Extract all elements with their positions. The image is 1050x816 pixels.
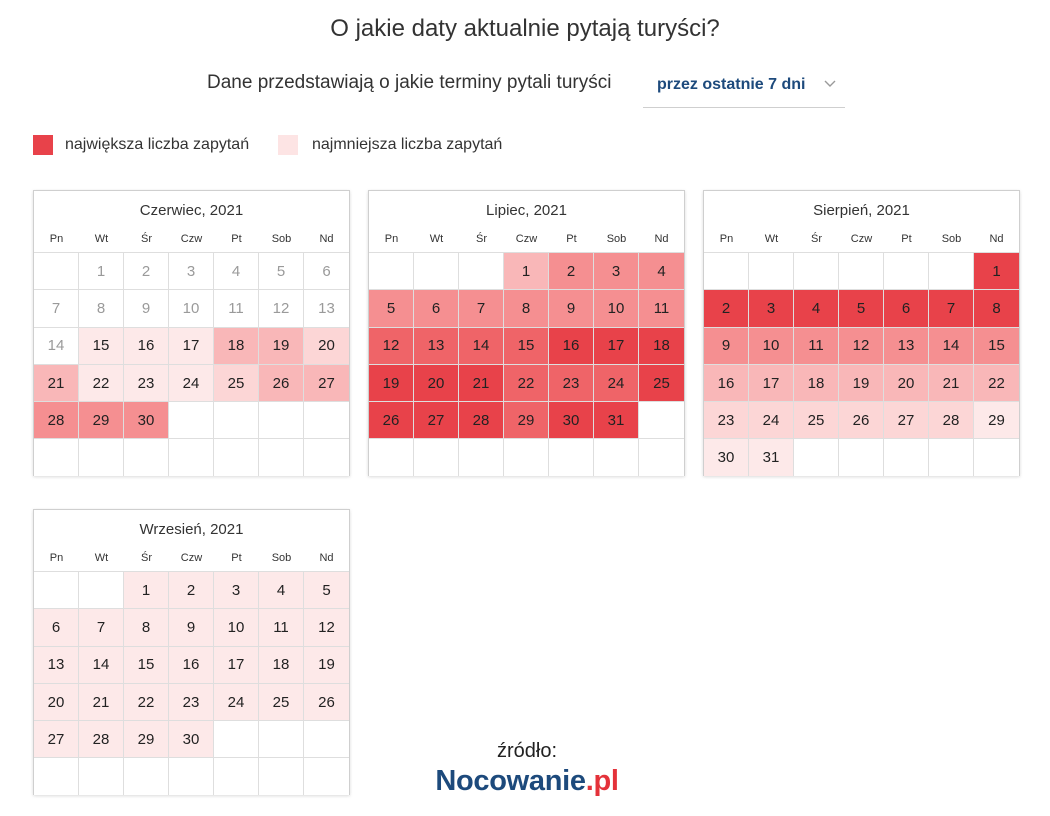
- period-select[interactable]: [643, 66, 845, 108]
- day-cell[interactable]: 22: [124, 683, 169, 720]
- weekday-label: Czw: [180, 552, 203, 564]
- day-cell[interactable]: 13: [884, 327, 929, 364]
- day-cell[interactable]: 17: [749, 364, 794, 401]
- day-cell[interactable]: 4: [214, 252, 259, 289]
- day-cell[interactable]: 6: [884, 289, 929, 326]
- day-cell[interactable]: 8: [974, 289, 1019, 326]
- day-cell[interactable]: 15: [79, 327, 124, 364]
- day-cell[interactable]: 9: [549, 289, 594, 326]
- page-title: O jakie daty aktualnie pytają turyści?: [330, 15, 720, 42]
- weekday-label: Czw: [515, 233, 538, 245]
- empty-day-cell: [259, 757, 304, 794]
- day-cell[interactable]: 1: [504, 252, 549, 289]
- day-cell[interactable]: 29: [504, 401, 549, 438]
- day-cell[interactable]: 16: [124, 327, 169, 364]
- legend-max-swatch: [33, 135, 53, 155]
- day-cell[interactable]: 5: [369, 289, 414, 326]
- day-cell[interactable]: 12: [369, 327, 414, 364]
- weekday-label: Wt: [94, 233, 109, 245]
- day-cell[interactable]: 17: [169, 327, 214, 364]
- empty-day-cell: [369, 252, 414, 289]
- day-cell[interactable]: 20: [414, 364, 459, 401]
- day-cell[interactable]: 15: [504, 327, 549, 364]
- empty-day-cell: [369, 438, 414, 475]
- day-cell[interactable]: 25: [214, 364, 259, 401]
- day-cell[interactable]: 14: [459, 327, 504, 364]
- day-cell[interactable]: 26: [259, 364, 304, 401]
- weekday-header: [704, 233, 1019, 249]
- legend-max-label: największa liczba zapytań: [65, 136, 250, 153]
- calendar-june: [33, 190, 350, 476]
- weekday-label: Nd: [319, 552, 334, 564]
- day-cell[interactable]: 27: [34, 720, 79, 757]
- weekday-label: Śr: [141, 552, 152, 564]
- day-cell[interactable]: 2: [169, 571, 214, 608]
- month-title: Czerwiec, 2021: [139, 202, 244, 219]
- empty-day-cell: [839, 252, 884, 289]
- day-cell[interactable]: 7: [79, 608, 124, 645]
- empty-day-cell: [839, 438, 884, 475]
- day-cell[interactable]: 21: [929, 364, 974, 401]
- weekday-label: Nd: [319, 233, 334, 245]
- empty-day-cell: [884, 252, 929, 289]
- empty-day-cell: [414, 252, 459, 289]
- day-cell[interactable]: 6: [414, 289, 459, 326]
- subtitle: Dane przedstawiają o jakie terminy pytali turyści: [207, 72, 612, 93]
- day-cell[interactable]: 12: [259, 289, 304, 326]
- empty-day-cell: [459, 252, 504, 289]
- weekday-label: Sob: [941, 233, 962, 245]
- day-cell[interactable]: 3: [214, 571, 259, 608]
- empty-day-cell: [704, 252, 749, 289]
- day-cell[interactable]: 23: [704, 401, 749, 438]
- empty-day-cell: [79, 438, 124, 475]
- weekday-label: Śr: [476, 233, 487, 245]
- day-cell[interactable]: 30: [124, 401, 169, 438]
- day-cell[interactable]: 25: [794, 401, 839, 438]
- weekday-label: Wt: [429, 233, 444, 245]
- day-cell[interactable]: 31: [749, 438, 794, 475]
- day-cell[interactable]: 28: [459, 401, 504, 438]
- day-cell[interactable]: 29: [974, 401, 1019, 438]
- month-title: Wrzesień, 2021: [139, 521, 244, 538]
- day-cell[interactable]: 15: [124, 646, 169, 683]
- day-cell[interactable]: 26: [369, 401, 414, 438]
- empty-day-cell: [214, 720, 259, 757]
- day-cell[interactable]: 19: [839, 364, 884, 401]
- day-cell[interactable]: 8: [504, 289, 549, 326]
- day-cell[interactable]: 3: [169, 252, 214, 289]
- day-cell[interactable]: 22: [504, 364, 549, 401]
- day-cell[interactable]: 11: [259, 608, 304, 645]
- day-cell[interactable]: 2: [124, 252, 169, 289]
- day-cell[interactable]: 28: [34, 401, 79, 438]
- day-cell[interactable]: 1: [974, 252, 1019, 289]
- empty-day-cell: [124, 438, 169, 475]
- empty-day-cell: [639, 438, 684, 475]
- day-cell[interactable]: 18: [214, 327, 259, 364]
- weekday-label: Sob: [271, 233, 292, 245]
- empty-day-cell: [794, 438, 839, 475]
- day-cell[interactable]: 28: [79, 720, 124, 757]
- empty-day-cell: [304, 720, 349, 757]
- weekday-label: Pn: [719, 233, 734, 245]
- day-cell[interactable]: 24: [594, 364, 639, 401]
- day-cell[interactable]: 23: [549, 364, 594, 401]
- day-cell[interactable]: 14: [79, 646, 124, 683]
- legend-min-swatch: [278, 135, 298, 155]
- day-cell[interactable]: 18: [794, 364, 839, 401]
- day-cell[interactable]: 26: [304, 683, 349, 720]
- day-cell[interactable]: 7: [459, 289, 504, 326]
- day-cell[interactable]: 30: [549, 401, 594, 438]
- day-cell[interactable]: 27: [304, 364, 349, 401]
- day-cell[interactable]: 27: [884, 401, 929, 438]
- empty-day-cell: [214, 401, 259, 438]
- day-cell[interactable]: 16: [704, 364, 749, 401]
- day-cell[interactable]: 5: [839, 289, 884, 326]
- day-cell[interactable]: 2: [704, 289, 749, 326]
- day-cell[interactable]: 30: [704, 438, 749, 475]
- empty-day-cell: [259, 401, 304, 438]
- day-cell[interactable]: 28: [929, 401, 974, 438]
- day-cell[interactable]: 9: [704, 327, 749, 364]
- day-grid: [369, 252, 684, 476]
- day-cell[interactable]: 9: [124, 289, 169, 326]
- day-cell[interactable]: 15: [974, 327, 1019, 364]
- day-cell[interactable]: 5: [304, 571, 349, 608]
- period-select-value: przez ostatnie 7 dni: [657, 76, 806, 93]
- day-cell[interactable]: 22: [79, 364, 124, 401]
- empty-day-cell: [34, 252, 79, 289]
- day-cell[interactable]: 29: [79, 401, 124, 438]
- day-cell[interactable]: 3: [594, 252, 639, 289]
- day-cell[interactable]: 1: [124, 571, 169, 608]
- day-cell[interactable]: 19: [259, 327, 304, 364]
- day-cell[interactable]: 10: [214, 608, 259, 645]
- day-cell[interactable]: 6: [34, 608, 79, 645]
- day-cell[interactable]: 19: [369, 364, 414, 401]
- weekday-label: Sob: [271, 552, 292, 564]
- empty-day-cell: [34, 757, 79, 794]
- day-cell[interactable]: 13: [414, 327, 459, 364]
- empty-day-cell: [214, 757, 259, 794]
- empty-day-cell: [884, 438, 929, 475]
- empty-day-cell: [259, 438, 304, 475]
- source-label: źródło:: [496, 740, 558, 762]
- empty-day-cell: [594, 438, 639, 475]
- weekday-label: Pt: [231, 552, 242, 564]
- day-cell[interactable]: 17: [594, 327, 639, 364]
- weekday-label: Wt: [94, 552, 109, 564]
- weekday-header: [369, 233, 684, 249]
- day-cell[interactable]: 23: [124, 364, 169, 401]
- weekday-label: Pn: [49, 552, 64, 564]
- calendar-september: [33, 509, 350, 795]
- empty-day-cell: [79, 757, 124, 794]
- weekday-label: Pn: [384, 233, 399, 245]
- empty-day-cell: [749, 252, 794, 289]
- day-cell[interactable]: 27: [414, 401, 459, 438]
- calendar-august: [703, 190, 1020, 476]
- weekday-label: Pt: [231, 233, 242, 245]
- empty-day-cell: [169, 757, 214, 794]
- day-cell[interactable]: 17: [214, 646, 259, 683]
- day-cell[interactable]: 20: [34, 683, 79, 720]
- day-cell[interactable]: 11: [639, 289, 684, 326]
- weekday-label: Czw: [850, 233, 873, 245]
- day-cell[interactable]: 29: [124, 720, 169, 757]
- day-cell[interactable]: 12: [304, 608, 349, 645]
- day-grid: [34, 252, 349, 476]
- empty-day-cell: [34, 571, 79, 608]
- day-cell[interactable]: 25: [259, 683, 304, 720]
- empty-day-cell: [549, 438, 594, 475]
- day-cell[interactable]: 7: [34, 289, 79, 326]
- weekday-label: Nd: [654, 233, 669, 245]
- day-cell[interactable]: 11: [214, 289, 259, 326]
- day-cell[interactable]: 24: [214, 683, 259, 720]
- empty-day-cell: [794, 252, 839, 289]
- day-cell[interactable]: 24: [749, 401, 794, 438]
- empty-day-cell: [34, 438, 79, 475]
- empty-day-cell: [304, 757, 349, 794]
- day-cell[interactable]: 20: [884, 364, 929, 401]
- empty-day-cell: [214, 438, 259, 475]
- day-cell[interactable]: 26: [839, 401, 884, 438]
- empty-day-cell: [639, 401, 684, 438]
- day-cell[interactable]: 18: [639, 327, 684, 364]
- weekday-label: Pt: [901, 233, 912, 245]
- day-cell[interactable]: 31: [594, 401, 639, 438]
- logo-tld: .pl: [585, 765, 619, 797]
- day-cell[interactable]: 14: [34, 327, 79, 364]
- day-cell[interactable]: 3: [749, 289, 794, 326]
- source-credit: [432, 740, 622, 798]
- day-cell[interactable]: 19: [304, 646, 349, 683]
- day-cell[interactable]: 20: [304, 327, 349, 364]
- day-cell[interactable]: 16: [549, 327, 594, 364]
- legend-min-label: najmniejsza liczba zapytań: [312, 136, 503, 153]
- day-cell[interactable]: 6: [304, 252, 349, 289]
- day-cell[interactable]: 21: [79, 683, 124, 720]
- day-cell[interactable]: 13: [304, 289, 349, 326]
- day-cell[interactable]: 4: [639, 252, 684, 289]
- month-title: Sierpień, 2021: [813, 202, 910, 219]
- day-cell[interactable]: 10: [169, 289, 214, 326]
- day-cell[interactable]: 4: [259, 571, 304, 608]
- day-cell[interactable]: 9: [169, 608, 214, 645]
- day-cell[interactable]: 13: [34, 646, 79, 683]
- day-cell[interactable]: 11: [794, 327, 839, 364]
- day-grid: [34, 571, 349, 795]
- weekday-label: Pn: [49, 233, 64, 245]
- day-cell[interactable]: 23: [169, 683, 214, 720]
- day-cell[interactable]: 8: [79, 289, 124, 326]
- weekday-label: Nd: [989, 233, 1004, 245]
- day-cell[interactable]: 2: [549, 252, 594, 289]
- day-cell[interactable]: 22: [974, 364, 1019, 401]
- weekday-header: [34, 552, 349, 568]
- day-cell[interactable]: 10: [594, 289, 639, 326]
- weekday-label: Pt: [566, 233, 577, 245]
- nocowanie-logo: [432, 765, 622, 798]
- chevron-down-icon: [823, 76, 837, 90]
- month-title: Lipiec, 2021: [486, 202, 567, 219]
- day-cell[interactable]: 25: [639, 364, 684, 401]
- empty-day-cell: [79, 571, 124, 608]
- empty-day-cell: [169, 438, 214, 475]
- weekday-label: Śr: [811, 233, 822, 245]
- empty-day-cell: [459, 438, 504, 475]
- weekday-label: Sob: [606, 233, 627, 245]
- empty-day-cell: [929, 438, 974, 475]
- empty-day-cell: [304, 438, 349, 475]
- empty-day-cell: [504, 438, 549, 475]
- weekday-label: Czw: [180, 233, 203, 245]
- empty-day-cell: [124, 757, 169, 794]
- day-cell[interactable]: 16: [169, 646, 214, 683]
- day-cell[interactable]: 21: [459, 364, 504, 401]
- day-cell[interactable]: 14: [929, 327, 974, 364]
- weekday-header: [34, 233, 349, 249]
- day-cell[interactable]: 10: [749, 327, 794, 364]
- empty-day-cell: [169, 401, 214, 438]
- empty-day-cell: [929, 252, 974, 289]
- day-cell[interactable]: 24: [169, 364, 214, 401]
- logo-main: Nocowanie: [435, 765, 586, 797]
- day-cell[interactable]: 12: [839, 327, 884, 364]
- calendar-july: [368, 190, 685, 476]
- empty-day-cell: [259, 720, 304, 757]
- day-cell[interactable]: 8: [124, 608, 169, 645]
- day-cell[interactable]: 18: [259, 646, 304, 683]
- weekday-label: Śr: [141, 233, 152, 245]
- day-cell[interactable]: 5: [259, 252, 304, 289]
- day-cell[interactable]: 4: [794, 289, 839, 326]
- empty-day-cell: [974, 438, 1019, 475]
- empty-day-cell: [414, 438, 459, 475]
- weekday-label: Wt: [764, 233, 779, 245]
- day-cell[interactable]: 7: [929, 289, 974, 326]
- day-cell[interactable]: 1: [79, 252, 124, 289]
- day-cell[interactable]: 30: [169, 720, 214, 757]
- empty-day-cell: [304, 401, 349, 438]
- day-grid: [704, 252, 1019, 476]
- day-cell[interactable]: 21: [34, 364, 79, 401]
